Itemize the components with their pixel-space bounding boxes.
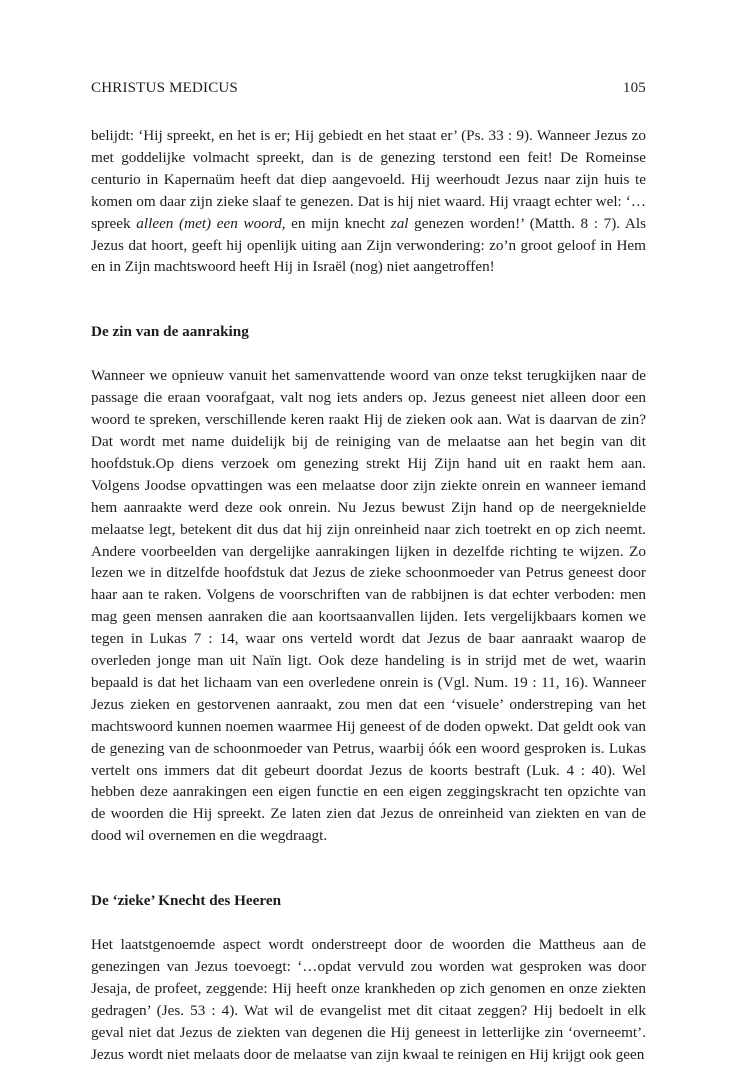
- text-run: genezen worden!’ (Matth. 8 : 7). Als Jezus dat hoort, geeft hij openlijk uiting aan Zijn verwondering: zo’n groot geloof in Hem en in Zijn machtswoord heeft Hij in Israël (nog) niet aangetroffen!: [91, 214, 646, 276]
- page-number: 105: [622, 80, 646, 96]
- italic-run: zal: [390, 214, 409, 232]
- running-title: CHRISTUS MEDICUS: [91, 80, 238, 96]
- body-text: [91, 125, 646, 1066]
- text-run: belijdt: ‘Hij spreekt, en het is er; Hij gebiedt en het staat er’ (Ps. 33 : 9). Wanneer Jezus zo met goddelijke volmacht spreekt, dan is de genezing terstond een feit! De Romeinse centurio in Kapernaüm heeft dat diep aangevoeld. Hij weerhoudt Jezus naar zijn huis te komen om daar zijn zieke slaaf te genezen. Dat is hij niet waard. Hij vraagt echter wel: ‘…spreek: [91, 127, 646, 232]
- book-page: [91, 78, 646, 1066]
- running-header: [91, 78, 646, 98]
- italic-run: alleen (met) een woord: [136, 214, 282, 232]
- paragraph-knecht: Het laatstgenoemde aspect wordt onderstreept door de woorden die Mattheus aan de genezingen van Jezus toevoegt: ‘…opdat vervuld zou worden wat gesproken was door Jesaja, de profeet, zeggende: Hij heeft onze krankheden op zich genomen en onze ziekten gedragen’ (Jes. 53 : 4). Wat wil de evangelist met dit citaat zeggen? Hij bedoelt in elk geval niet dat Jezus de ziekten van degenen die Hij geneest in letterlijke zin ‘overneemt’. Jezus wordt niet melaats door de melaatse van zijn kwaal te reinigen en Hij krijgt ook geen: [91, 936, 646, 1063]
- section-heading-aanraking: De zin van de aanraking: [91, 323, 249, 341]
- paragraph-continuation: [91, 125, 646, 278]
- section-heading-knecht: De ‘zieke’ Knecht des Heeren: [91, 892, 282, 910]
- text-run: , en mijn knecht: [281, 214, 391, 232]
- paragraph-aanraking: Wanneer we opnieuw vanuit het samenvattende woord van onze tekst terugkijken naar de passage die eraan voorafgaat, valt nog iets anders op. Jezus geneest niet alleen door een woord te spreken, verschillende keren raakt Hij de zieken ook aan. Wat is daarvan de zin? Dat wordt met name duidelijk bij de reiniging van de melaatse aan het begin van dit hoofdstuk.Op diens verzoek om genezing strekt Hij Zijn hand uit en raakt hem aan. Volgens Joodse opvattingen was een melaatse door zijn ziekte onrein en wanneer iemand hem aanraakte werd deze ook onrein. Nu Jezus bewust Zijn hand op de neergeknielde melaatse legt, betekent dit dus dat hij zijn onreinheid naar zich toetrekt en op zich neemt. Andere voorbeelden van dergelijke aanrakingen lijken in dezelfde richting te wijzen. Zo lezen we in ditzelfde hoofdstuk dat Jezus de zieke schoonmoeder van Petrus geneest door haar aan te raken. Volgens de voorschriften van de rabbijnen is dat echter verboden: men mag geen mensen aanraken die aan koortsaanvallen lijden. Iets vergelijkbaars komen we tegen in Lukas 7 : 14, waar ons verteld wordt dat Jezus de baar aanraakt waarop de overleden jonge man uit Naïn ligt. Ook deze handeling is in strijd met de wet, waarin bepaald is dat het lichaam van een overledene onrein is (Vgl. Num. 19 : 11, 16). Wanneer Jezus zieken en gestorvenen aanraakt, zou men dat een ‘visuele’ onderstreping van het machtswoord kunnen noemen waarmee Hij geneest of de doden opwekt. Dat geldt ook van de genezing van de schoonmoeder van Petrus, waarbij óók een woord gesproken is. Lukas vertelt ons immers dat dit gebeurt doordat Jezus de koorts bestraft (Luk. 4 : 40). Wel hebben deze aanrakingen een eigen functie en een eigen zeggingskracht ten opzichte van de woorden die Hij spreekt. Ze laten zien dat Jezus de onreinheid van ziekten en van de dood wil overnemen en die wegdraagt.: [91, 367, 646, 845]
